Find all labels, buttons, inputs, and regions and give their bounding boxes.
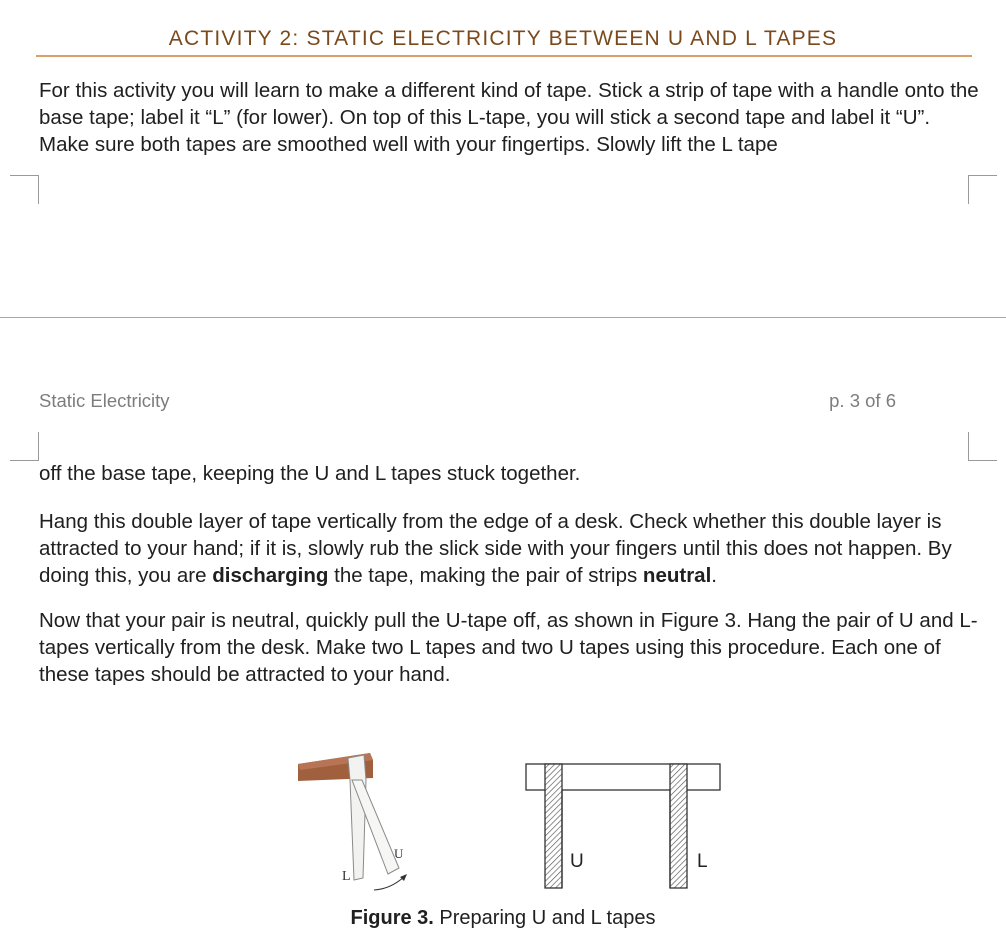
paragraph-continuation: off the base tape, keeping the U and L tapes stuck together.	[39, 462, 581, 485]
label-u-photo: U	[394, 846, 404, 861]
term-discharging: discharging	[212, 564, 329, 587]
label-l-photo: L	[342, 869, 351, 884]
running-header-title: Static Electricity	[39, 390, 170, 411]
term-neutral: neutral	[642, 564, 712, 587]
desk-schematic	[526, 764, 720, 888]
text-run: the tape, making the pair of strips	[328, 564, 643, 587]
page-number: p. 3 of 6	[829, 390, 896, 411]
label-u-schematic: U	[570, 851, 584, 872]
page-corner-mark	[10, 432, 39, 461]
text-run: .	[711, 564, 717, 587]
text-run: Hang this double layer of tape vertically from the edge of a desk. Check whether this double layer is attracted to your hand; if it is, slowly rub the slick side with your fingers until this does not happen. By doing this, you are	[39, 510, 952, 587]
figure-caption	[0, 907, 1006, 930]
paragraph-procedure: Now that your pair is neutral, quickly pull the U-tape off, as shown in Figure 3. Hang the pair of U and L-tapes vertically from the desk. Make two L tapes and two U tapes using this procedure. Each one of these tapes should be attracted to your hand.	[39, 609, 978, 686]
activity-heading: ACTIVITY 2: STATIC ELECTRICITY BETWEEN U AND L TAPES	[168, 27, 838, 50]
page-break-divider	[0, 317, 1006, 318]
figure-3-illustration	[290, 740, 730, 900]
paragraph-intro: For this activity you will learn to make a different kind of tape. Stick a strip of tape with a handle onto the base tape; label it “L” (for lower). On top of this L-tape, you will stick a second tape and label it “U”. Make sure both tapes are smoothed well with your fingertips. Slowly lift the L tape	[39, 79, 979, 156]
caption-label: Figure 3.	[350, 907, 434, 929]
caption-text: Preparing U and L tapes	[433, 907, 656, 929]
label-l-schematic: L	[697, 851, 708, 872]
page-corner-mark	[968, 175, 997, 204]
page-corner-mark	[968, 432, 997, 461]
paragraph-discharge	[39, 508, 979, 589]
heading-underline	[36, 55, 972, 57]
page-corner-mark	[10, 175, 39, 204]
desk-edge-photo	[298, 753, 407, 890]
